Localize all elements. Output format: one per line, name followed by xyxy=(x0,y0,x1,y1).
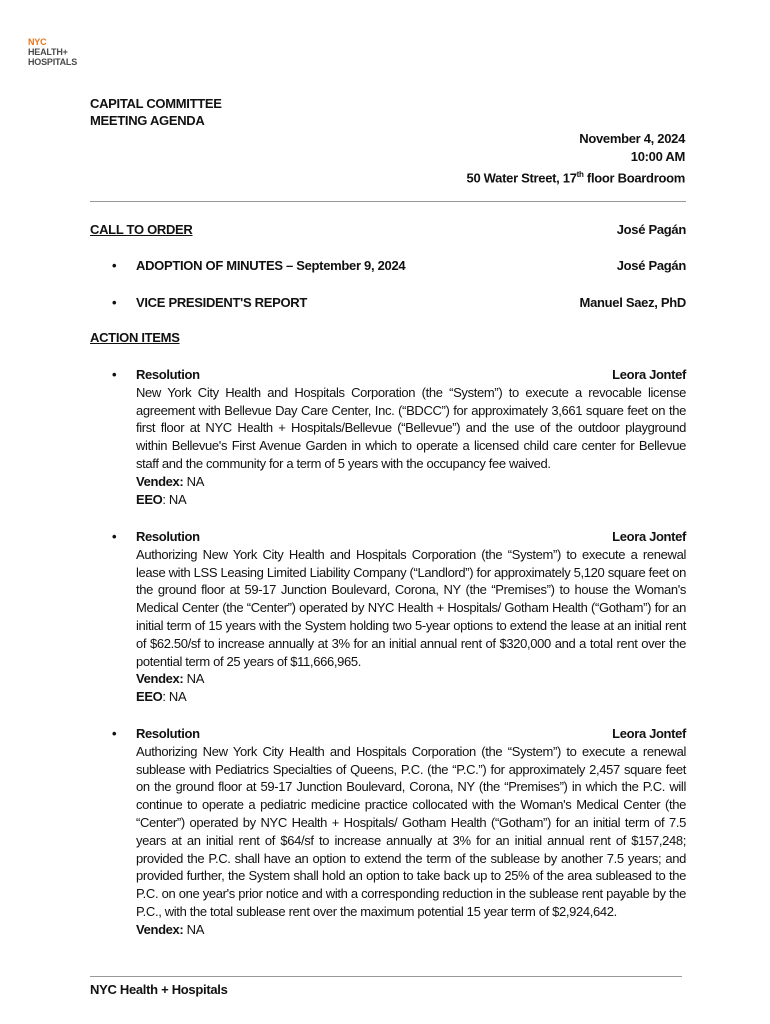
title-line-1: CAPITAL COMMITTEE xyxy=(90,96,222,111)
action-item-type: Resolution xyxy=(136,529,200,544)
action-item-type: Resolution xyxy=(136,726,200,741)
call-to-order-row xyxy=(90,222,686,237)
action-item-presenter: Leora Jontef xyxy=(612,726,686,741)
header-divider xyxy=(90,201,686,202)
logo-line-nyc: NYC xyxy=(28,37,47,47)
action-item-header xyxy=(112,725,686,743)
location-sup: th xyxy=(576,170,584,179)
action-item-presenter: Leora Jontef xyxy=(612,367,686,382)
agenda-item-label: VICE PRESIDENT'S REPORT xyxy=(136,295,307,310)
vendex-line xyxy=(136,473,686,491)
action-item-type: Resolution xyxy=(136,367,200,382)
call-to-order-label: CALL TO ORDER xyxy=(90,222,193,237)
vendex-value: NA xyxy=(183,671,205,687)
agenda-item-label: ADOPTION OF MINUTES – September 9, 2024 xyxy=(136,258,406,273)
agenda-item xyxy=(112,258,686,273)
action-item-description: New York City Health and Hospitals Corporation (the “System”) to execute a revocable license agreement with Bellevue Day Care Center, Inc. (“BDCC”) for approximately 3,661 square feet on the first floor at NYC Health + Hospitals/Bellevue (“Bellevue”) and the use of the outdoor playground within Bellevue's First Avenue Garden in which to operate a licensed child care center for Bellevue staff and the community for a term of 5 years with the occupancy fee waived. xyxy=(136,384,686,471)
action-item xyxy=(112,725,686,939)
agenda-item-presenter: José Pagán xyxy=(616,258,686,273)
nyc-health-hospitals-logo xyxy=(28,37,118,67)
meeting-location xyxy=(467,166,685,187)
eeo-line xyxy=(136,688,686,706)
bullet: • xyxy=(112,726,117,741)
eeo-label: EEO xyxy=(136,689,163,705)
meeting-info xyxy=(467,130,685,187)
bullet: • xyxy=(112,258,117,273)
meeting-time: 10:00 AM xyxy=(630,149,685,164)
vendex-label: Vendex: xyxy=(136,671,184,687)
action-item xyxy=(112,528,686,706)
location-pre: 50 Water Street, 17 xyxy=(466,170,577,186)
eeo-line xyxy=(136,491,686,509)
agenda-item-presenter: Manuel Saez, PhD xyxy=(579,295,686,310)
action-item-description: Authorizing New York City Health and Hospitals Corporation (the “System”) to execute a renewal lease with LSS Leasing Limited Liability Company (“Landlord”) for approximately 5,120 square feet on the ground floor at 59-17 Junction Boulevard, Corona, NY (the “Premises”) to house the Woman's Medical Center (the “Center”) operated by NYC Health + Hospitals/ Gotham Health (“Gotham”) for an initial term of 15 years with the System holding two 5-year options to extend the lease at an initial rent of $62.50/sf to increase annually at 3% for an initial annual rent of $320,000 and a total rent over the potential term of 25 years of $11,666,965. xyxy=(136,546,686,669)
action-items-heading-row xyxy=(90,330,686,345)
bullet: • xyxy=(112,367,117,382)
footer-text: NYC Health + Hospitals xyxy=(90,982,228,997)
logo-line-hospitals: HOSPITALS xyxy=(28,57,78,67)
document-title xyxy=(90,95,222,129)
action-item xyxy=(112,366,686,508)
action-item-header xyxy=(112,366,686,384)
bullet: • xyxy=(112,295,117,310)
action-items-heading: ACTION ITEMS xyxy=(90,330,180,345)
bullet: • xyxy=(112,529,117,544)
agenda-item xyxy=(112,295,686,310)
meeting-date: November 4, 2024 xyxy=(579,131,685,146)
eeo-label: EEO xyxy=(136,491,163,507)
action-item-description: Authorizing New York City Health and Hospitals Corporation (the “System”) to execute a renewal sublease with Pediatrics Specialties of Queens, P.C. (the “P.C.”) for approximately 2,457 square feet on the ground floor at 59-17 Junction Boulevard, Corona, NY (the “Premises”) in which the P.C. will continue to operate a pediatric medicine practice collocated with the Woman's Medical Center (the “Center”) operated by NYC Health + Hospitals/ Gotham Health (“Gotham”) for an initial term of 7.5 years at an initial rent of $64/sf to increase annually at 3% for an initial annual rent of $157,248; provided the P.C. shall have an option to extend the term of the sublease by another 7.5 years; and provided further, the System shall hold an option to take back up to 25% of the area subleased to the P.C. on one year's prior notice and with a corresponding reduction in the sublease rent payable by the P.C., with the total sublease rent over the maximum potential 15 year term of $2,924,642. xyxy=(136,743,686,919)
title-line-2: MEETING AGENDA xyxy=(90,113,205,128)
action-item-presenter: Leora Jontef xyxy=(612,529,686,544)
logo-line-health: HEALTH+ xyxy=(28,47,68,57)
footer-divider xyxy=(90,976,682,977)
vendex-label: Vendex: xyxy=(136,473,184,489)
vendex-line xyxy=(136,921,686,939)
action-item-header xyxy=(112,528,686,546)
vendex-label: Vendex: xyxy=(136,921,184,937)
location-post: floor Boardroom xyxy=(583,170,685,186)
eeo-value: : NA xyxy=(162,689,187,705)
eeo-value: : NA xyxy=(162,491,187,507)
vendex-value: NA xyxy=(183,921,205,937)
vendex-value: NA xyxy=(183,473,205,489)
call-to-order-presenter: José Pagán xyxy=(616,222,686,237)
vendex-line xyxy=(136,670,686,688)
